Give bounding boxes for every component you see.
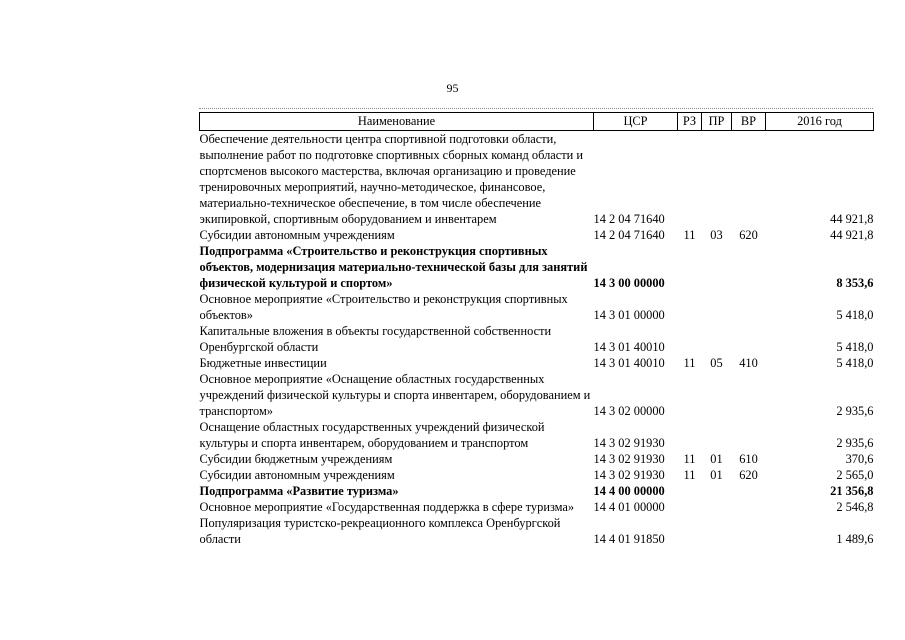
row-sum: 5 418,0 (836, 340, 874, 354)
row-csr: 14 3 01 40010 (593, 356, 665, 370)
row-pr (702, 243, 732, 291)
row-rz (678, 515, 702, 547)
row-name: Оснащение областных государственных учреждений физической культуры и спорта инвентарем, оборудованием и транспортом (199, 420, 545, 450)
row-name: Субсидии автономным учреждениям (199, 228, 395, 242)
row-name: Популяризация туристско-рекреационного комплекса Оренбургской области (199, 516, 561, 546)
row-csr: 14 2 04 71640 (593, 228, 665, 242)
row-sum: 1 489,6 (836, 532, 874, 546)
row-vr: 410 (739, 356, 758, 370)
row-vr (732, 483, 766, 499)
header-vr: ВР (732, 113, 766, 131)
row-sum: 44 921,8 (830, 228, 874, 242)
row-rz (678, 419, 702, 451)
row-vr (732, 243, 766, 291)
row-rz (678, 243, 702, 291)
table-row (200, 499, 874, 515)
row-rz (678, 371, 702, 419)
row-name: Основное мероприятие «Оснащение областных государственных учреждений физической культуры и спорта инвентарем, оборудованием и транспортом» (199, 372, 591, 418)
table-row (200, 371, 874, 419)
row-pr (702, 499, 732, 515)
row-csr: 14 3 01 40010 (593, 340, 665, 354)
row-pr (702, 483, 732, 499)
row-sum: 5 418,0 (836, 356, 874, 370)
row-csr: 14 4 00 00000 (593, 484, 665, 498)
row-csr: 14 4 01 00000 (593, 500, 665, 514)
row-csr: 14 3 00 00000 (593, 276, 665, 290)
row-rz (678, 499, 702, 515)
table-row (200, 227, 874, 243)
row-sum: 2 935,6 (836, 436, 874, 450)
row-name: Обеспечение деятельности центра спортивной подготовки области, выполнение работ по подготовке спортивных сборных команд области и спортсменов высокого мастерства, включая организацию и проведение тренировочных мероприятий, научно-методическое, финансовое, материально-техническое обеспечение, в том числе обеспечение экипировкой, спортивным оборудованием и инвентарем (199, 132, 584, 226)
row-rz: 11 (683, 468, 696, 482)
table-header (200, 113, 874, 131)
row-rz (678, 323, 702, 355)
budget-table (199, 112, 874, 547)
row-csr: 14 4 01 91850 (593, 532, 665, 546)
row-name: Капитальные вложения в объекты государственной собственности Оренбургской области (199, 324, 552, 354)
header-year: 2016 год (766, 113, 874, 131)
row-sum: 21 356,8 (830, 484, 874, 498)
table-row (200, 355, 874, 371)
table-row (200, 467, 874, 483)
row-pr: 01 (710, 452, 723, 466)
row-pr (702, 323, 732, 355)
table-row (200, 243, 874, 291)
row-name: Подпрограмма «Строительство и реконструкция спортивных объектов, модернизация материально-технической базы для занятий физической культурой и спортом» (199, 244, 588, 290)
row-rz: 11 (683, 452, 696, 466)
row-pr: 01 (710, 468, 723, 482)
header-rz: РЗ (678, 113, 702, 131)
row-vr (732, 499, 766, 515)
row-name: Субсидии автономным учреждениям (199, 468, 395, 482)
row-rz: 11 (683, 228, 696, 242)
row-pr (702, 515, 732, 547)
table-row (200, 323, 874, 355)
row-rz: 11 (683, 356, 696, 370)
row-vr (732, 371, 766, 419)
row-sum: 5 418,0 (836, 308, 874, 322)
row-name: Бюджетные инвестиции (199, 356, 327, 370)
row-rz (678, 483, 702, 499)
row-rz (678, 131, 702, 228)
row-name: Основное мероприятие «Строительство и реконструкция спортивных объектов» (199, 292, 568, 322)
row-vr (732, 131, 766, 228)
row-sum: 8 353,6 (836, 276, 874, 290)
row-csr: 14 3 02 91930 (593, 436, 665, 450)
row-csr: 14 3 02 00000 (593, 404, 665, 418)
row-vr: 620 (739, 468, 758, 482)
row-vr (732, 291, 766, 323)
header-pr: ПР (702, 113, 732, 131)
budget-sheet (199, 112, 873, 547)
row-pr: 05 (710, 356, 723, 370)
table-row (200, 515, 874, 547)
row-name: Основное мероприятие «Государственная поддержка в сфере туризма» (199, 500, 575, 514)
row-name: Подпрограмма «Развитие туризма» (199, 484, 399, 498)
row-pr (702, 291, 732, 323)
row-sum: 2 546,8 (836, 500, 874, 514)
row-csr: 14 3 01 00000 (593, 308, 665, 322)
row-vr: 620 (739, 228, 758, 242)
page-number: 95 (446, 81, 459, 95)
row-csr: 14 3 02 91930 (593, 452, 665, 466)
row-sum: 370,6 (845, 452, 874, 466)
row-vr (732, 419, 766, 451)
row-sum: 2 565,0 (836, 468, 874, 482)
table-body (200, 131, 874, 548)
row-rz (678, 291, 702, 323)
table-row (200, 451, 874, 467)
row-pr (702, 371, 732, 419)
row-csr: 14 2 04 71640 (593, 212, 665, 226)
row-pr: 03 (710, 228, 723, 242)
header-csr: ЦСР (594, 113, 678, 131)
table-row (200, 483, 874, 499)
row-csr: 14 3 02 91930 (593, 468, 665, 482)
table-row (200, 419, 874, 451)
row-vr (732, 515, 766, 547)
table-row (200, 131, 874, 228)
row-vr: 610 (739, 452, 758, 466)
top-rule (199, 108, 873, 110)
row-pr (702, 131, 732, 228)
row-vr (732, 323, 766, 355)
row-pr (702, 419, 732, 451)
header-name: Наименование (200, 113, 594, 131)
row-sum: 2 935,6 (836, 404, 874, 418)
table-row (200, 291, 874, 323)
row-name: Субсидии бюджетным учреждениям (199, 452, 393, 466)
row-sum: 44 921,8 (830, 212, 874, 226)
